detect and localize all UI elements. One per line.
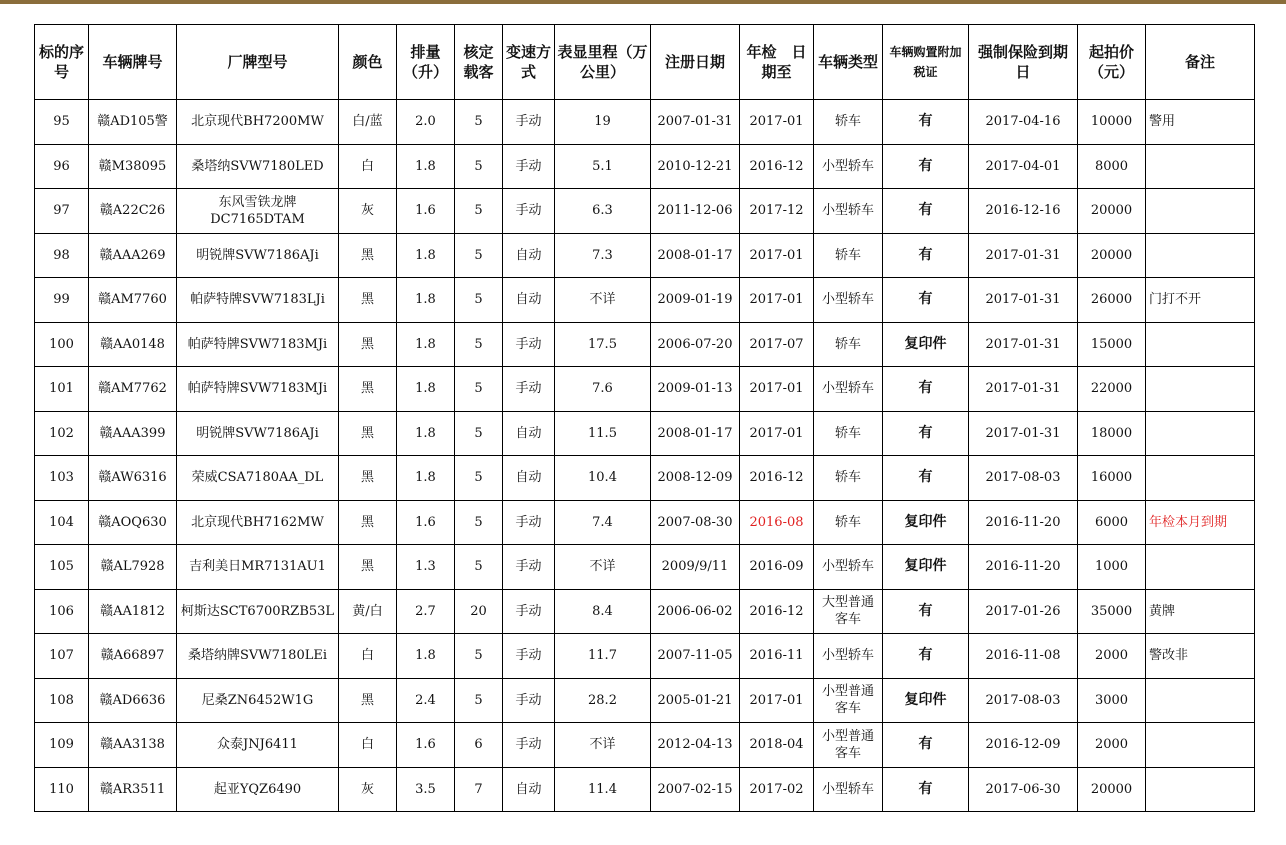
cell-vehicle-type: 轿车 (814, 456, 883, 501)
header-purchase-tax-certificate: 车辆购置附加税证 (883, 25, 969, 100)
cell-color: 黑 (339, 456, 397, 501)
cell-starting-price: 35000 (1078, 589, 1146, 634)
cell-color: 灰 (339, 189, 397, 234)
cell-tax-certificate: 有 (883, 367, 969, 412)
cell-displacement: 1.6 (397, 723, 455, 768)
cell-displacement: 1.8 (397, 144, 455, 189)
cell-inspection-due: 2017-01 (740, 233, 814, 278)
cell-displacement: 1.8 (397, 456, 455, 501)
cell-plate: 赣AA0148 (89, 322, 177, 367)
cell-displacement: 1.8 (397, 278, 455, 323)
cell-registration-date: 2009-01-13 (651, 367, 740, 412)
cell-model: 吉利美日MR7131AU1 (177, 545, 339, 590)
cell-registration-date: 2012-04-13 (651, 723, 740, 768)
cell-lot-number: 104 (35, 500, 89, 545)
cell-seats: 7 (455, 767, 503, 812)
cell-registration-date: 2011-12-06 (651, 189, 740, 234)
cell-lot-number: 95 (35, 100, 89, 145)
cell-insurance-expiry: 2017-04-16 (969, 100, 1078, 145)
cell-plate: 赣AOQ630 (89, 500, 177, 545)
cell-remarks (1146, 144, 1255, 189)
cell-mileage: 不详 (555, 723, 651, 768)
header-vehicle-type: 车辆类型 (814, 25, 883, 100)
cell-remarks (1146, 322, 1255, 367)
cell-transmission: 手动 (503, 545, 555, 590)
cell-vehicle-type: 大型普通客车 (814, 589, 883, 634)
header-transmission: 变速方式 (503, 25, 555, 100)
table-row (35, 500, 1255, 545)
cell-starting-price: 18000 (1078, 411, 1146, 456)
cell-mileage: 28.2 (555, 678, 651, 723)
cell-seats: 5 (455, 678, 503, 723)
cell-tax-certificate: 复印件 (883, 500, 969, 545)
cell-lot-number: 97 (35, 189, 89, 234)
cell-inspection-due: 2016-12 (740, 456, 814, 501)
cell-seats: 5 (455, 144, 503, 189)
cell-plate: 赣AL7928 (89, 545, 177, 590)
cell-insurance-expiry: 2017-01-26 (969, 589, 1078, 634)
cell-mileage: 17.5 (555, 322, 651, 367)
cell-displacement: 1.8 (397, 367, 455, 412)
cell-registration-date: 2009/9/11 (651, 545, 740, 590)
cell-plate: 赣AW6316 (89, 456, 177, 501)
cell-starting-price: 2000 (1078, 634, 1146, 679)
cell-model: 明锐牌SVW7186AJi (177, 233, 339, 278)
cell-starting-price: 6000 (1078, 500, 1146, 545)
cell-insurance-expiry: 2017-01-31 (969, 322, 1078, 367)
cell-color: 黑 (339, 233, 397, 278)
cell-mileage: 不详 (555, 545, 651, 590)
cell-inspection-due: 2017-02 (740, 767, 814, 812)
cell-color: 黄/白 (339, 589, 397, 634)
cell-starting-price: 8000 (1078, 144, 1146, 189)
cell-vehicle-type: 轿车 (814, 411, 883, 456)
cell-color: 黑 (339, 278, 397, 323)
cell-insurance-expiry: 2017-04-01 (969, 144, 1078, 189)
cell-seats: 5 (455, 189, 503, 234)
cell-lot-number: 101 (35, 367, 89, 412)
cell-vehicle-type: 轿车 (814, 233, 883, 278)
cell-plate: 赣AAA269 (89, 233, 177, 278)
cell-vehicle-type: 小型普通客车 (814, 723, 883, 768)
cell-starting-price: 26000 (1078, 278, 1146, 323)
cell-transmission: 手动 (503, 189, 555, 234)
cell-mileage: 5.1 (555, 144, 651, 189)
cell-starting-price: 16000 (1078, 456, 1146, 501)
cell-model: 柯斯达SCT6700RZB53L (177, 589, 339, 634)
cell-vehicle-type: 小型轿车 (814, 144, 883, 189)
cell-color: 白 (339, 144, 397, 189)
cell-remarks: 门打不开 (1146, 278, 1255, 323)
cell-color: 黑 (339, 545, 397, 590)
cell-starting-price: 1000 (1078, 545, 1146, 590)
cell-remarks (1146, 367, 1255, 412)
cell-lot-number: 107 (35, 634, 89, 679)
cell-mileage: 7.6 (555, 367, 651, 412)
cell-plate: 赣AD6636 (89, 678, 177, 723)
cell-color: 白/蓝 (339, 100, 397, 145)
cell-lot-number: 96 (35, 144, 89, 189)
cell-transmission: 手动 (503, 367, 555, 412)
cell-tax-certificate: 有 (883, 723, 969, 768)
table-row (35, 634, 1255, 679)
cell-displacement: 1.6 (397, 189, 455, 234)
cell-insurance-expiry: 2017-01-31 (969, 278, 1078, 323)
cell-color: 黑 (339, 411, 397, 456)
cell-seats: 5 (455, 233, 503, 278)
cell-inspection-due: 2017-01 (740, 278, 814, 323)
cell-model: 明锐牌SVW7186AJi (177, 411, 339, 456)
cell-vehicle-type: 小型轿车 (814, 545, 883, 590)
cell-mileage: 10.4 (555, 456, 651, 501)
cell-remarks: 黄牌 (1146, 589, 1255, 634)
cell-plate: 赣AM7760 (89, 278, 177, 323)
cell-displacement: 1.8 (397, 233, 455, 278)
cell-tax-certificate: 有 (883, 278, 969, 323)
cell-model: 起亚YQZ6490 (177, 767, 339, 812)
cell-transmission: 手动 (503, 500, 555, 545)
cell-tax-certificate: 有 (883, 589, 969, 634)
cell-insurance-expiry: 2017-01-31 (969, 411, 1078, 456)
cell-model: 帕萨特牌SVW7183MJi (177, 367, 339, 412)
cell-starting-price: 20000 (1078, 767, 1146, 812)
cell-seats: 5 (455, 278, 503, 323)
table-row (35, 589, 1255, 634)
table-body (35, 100, 1255, 812)
cell-color: 黑 (339, 678, 397, 723)
cell-color: 黑 (339, 500, 397, 545)
cell-seats: 20 (455, 589, 503, 634)
header-row (35, 25, 1255, 100)
cell-vehicle-type: 小型轿车 (814, 278, 883, 323)
cell-plate: 赣AD105警 (89, 100, 177, 145)
cell-starting-price: 20000 (1078, 189, 1146, 234)
cell-inspection-due: 2017-07 (740, 322, 814, 367)
cell-starting-price: 3000 (1078, 678, 1146, 723)
cell-tax-certificate: 复印件 (883, 545, 969, 590)
cell-insurance-expiry: 2016-11-08 (969, 634, 1078, 679)
cell-vehicle-type: 小型轿车 (814, 634, 883, 679)
cell-remarks (1146, 233, 1255, 278)
cell-remarks: 警用 (1146, 100, 1255, 145)
table-row (35, 545, 1255, 590)
cell-transmission: 自动 (503, 411, 555, 456)
cell-remarks (1146, 545, 1255, 590)
cell-mileage: 11.5 (555, 411, 651, 456)
cell-seats: 5 (455, 634, 503, 679)
table-row (35, 100, 1255, 145)
table-row (35, 367, 1255, 412)
cell-displacement: 2.4 (397, 678, 455, 723)
cell-registration-date: 2007-02-15 (651, 767, 740, 812)
header-plate: 车辆牌号 (89, 25, 177, 100)
cell-inspection-due: 2016-08 (740, 500, 814, 545)
cell-seats: 5 (455, 500, 503, 545)
cell-model: 桑塔纳牌SVW7180LEi (177, 634, 339, 679)
cell-displacement: 1.8 (397, 322, 455, 367)
cell-plate: 赣A22C26 (89, 189, 177, 234)
header-mileage: 表显里程（万公里） (555, 25, 651, 100)
cell-seats: 6 (455, 723, 503, 768)
header-model: 厂牌型号 (177, 25, 339, 100)
table-row (35, 678, 1255, 723)
cell-vehicle-type: 轿车 (814, 322, 883, 367)
cell-tax-certificate: 复印件 (883, 678, 969, 723)
cell-seats: 5 (455, 100, 503, 145)
table-row (35, 411, 1255, 456)
cell-color: 白 (339, 634, 397, 679)
cell-plate: 赣A66897 (89, 634, 177, 679)
cell-registration-date: 2008-12-09 (651, 456, 740, 501)
cell-vehicle-type: 小型普通客车 (814, 678, 883, 723)
header-remarks: 备注 (1146, 25, 1255, 100)
header-inspection-due: 年检 日期至 (740, 25, 814, 100)
cell-remarks (1146, 189, 1255, 234)
cell-lot-number: 102 (35, 411, 89, 456)
cell-lot-number: 106 (35, 589, 89, 634)
cell-lot-number: 103 (35, 456, 89, 501)
cell-transmission: 手动 (503, 100, 555, 145)
cell-transmission: 手动 (503, 589, 555, 634)
cell-insurance-expiry: 2016-12-16 (969, 189, 1078, 234)
cell-inspection-due: 2016-09 (740, 545, 814, 590)
cell-remarks (1146, 678, 1255, 723)
cell-plate: 赣M38095 (89, 144, 177, 189)
cell-registration-date: 2008-01-17 (651, 411, 740, 456)
cell-transmission: 手动 (503, 322, 555, 367)
cell-color: 黑 (339, 322, 397, 367)
header-lot-number: 标的序号 (35, 25, 89, 100)
cell-displacement: 1.3 (397, 545, 455, 590)
cell-lot-number: 105 (35, 545, 89, 590)
cell-plate: 赣AAA399 (89, 411, 177, 456)
cell-starting-price: 15000 (1078, 322, 1146, 367)
cell-tax-certificate: 有 (883, 456, 969, 501)
cell-inspection-due: 2017-01 (740, 100, 814, 145)
cell-mileage: 19 (555, 100, 651, 145)
cell-plate: 赣AA3138 (89, 723, 177, 768)
cell-displacement: 2.7 (397, 589, 455, 634)
cell-model: 桑塔纳SVW7180LED (177, 144, 339, 189)
header-seats: 核定载客 (455, 25, 503, 100)
header-displacement: 排量（升） (397, 25, 455, 100)
cell-lot-number: 109 (35, 723, 89, 768)
header-insurance-expiry: 强制保险到期日 (969, 25, 1078, 100)
cell-registration-date: 2007-01-31 (651, 100, 740, 145)
table-row (35, 767, 1255, 812)
cell-insurance-expiry: 2016-11-20 (969, 500, 1078, 545)
cell-tax-certificate: 有 (883, 411, 969, 456)
header-starting-price: 起拍价（元） (1078, 25, 1146, 100)
cell-inspection-due: 2017-01 (740, 367, 814, 412)
header-color: 颜色 (339, 25, 397, 100)
cell-insurance-expiry: 2016-11-20 (969, 545, 1078, 590)
cell-inspection-due: 2018-04 (740, 723, 814, 768)
cell-inspection-due: 2017-01 (740, 678, 814, 723)
cell-tax-certificate: 有 (883, 100, 969, 145)
cell-mileage: 6.3 (555, 189, 651, 234)
cell-registration-date: 2006-06-02 (651, 589, 740, 634)
cell-tax-certificate: 有 (883, 634, 969, 679)
table-row (35, 278, 1255, 323)
cell-seats: 5 (455, 322, 503, 367)
cell-inspection-due: 2016-12 (740, 589, 814, 634)
cell-remarks: 警改非 (1146, 634, 1255, 679)
table-row (35, 189, 1255, 234)
cell-registration-date: 2007-11-05 (651, 634, 740, 679)
cell-color: 黑 (339, 367, 397, 412)
cell-mileage: 11.7 (555, 634, 651, 679)
cell-seats: 5 (455, 456, 503, 501)
cell-color: 白 (339, 723, 397, 768)
cell-transmission: 手动 (503, 634, 555, 679)
cell-mileage: 不详 (555, 278, 651, 323)
cell-remarks (1146, 723, 1255, 768)
cell-remarks (1146, 767, 1255, 812)
cell-lot-number: 110 (35, 767, 89, 812)
table-row (35, 723, 1255, 768)
cell-vehicle-type: 小型轿车 (814, 367, 883, 412)
cell-transmission: 自动 (503, 233, 555, 278)
cell-model: 帕萨特牌SVW7183MJi (177, 322, 339, 367)
cell-registration-date: 2005-01-21 (651, 678, 740, 723)
cell-inspection-due: 2016-11 (740, 634, 814, 679)
cell-insurance-expiry: 2017-08-03 (969, 678, 1078, 723)
header-registration-date: 注册日期 (651, 25, 740, 100)
cell-inspection-due: 2017-01 (740, 411, 814, 456)
cell-remarks (1146, 456, 1255, 501)
cell-tax-certificate: 复印件 (883, 322, 969, 367)
cell-remarks: 年检本月到期 (1146, 500, 1255, 545)
top-border-bar (0, 0, 1286, 4)
cell-registration-date: 2008-01-17 (651, 233, 740, 278)
cell-mileage: 8.4 (555, 589, 651, 634)
cell-mileage: 7.4 (555, 500, 651, 545)
cell-displacement: 1.6 (397, 500, 455, 545)
cell-insurance-expiry: 2017-01-31 (969, 233, 1078, 278)
cell-displacement: 3.5 (397, 767, 455, 812)
table-row (35, 456, 1255, 501)
cell-model: 北京现代BH7200MW (177, 100, 339, 145)
cell-color: 灰 (339, 767, 397, 812)
cell-mileage: 11.4 (555, 767, 651, 812)
cell-inspection-due: 2017-12 (740, 189, 814, 234)
cell-vehicle-type: 轿车 (814, 100, 883, 145)
cell-seats: 5 (455, 545, 503, 590)
cell-lot-number: 99 (35, 278, 89, 323)
cell-plate: 赣AA1812 (89, 589, 177, 634)
cell-starting-price: 2000 (1078, 723, 1146, 768)
cell-transmission: 手动 (503, 723, 555, 768)
cell-tax-certificate: 有 (883, 189, 969, 234)
cell-insurance-expiry: 2016-12-09 (969, 723, 1078, 768)
cell-starting-price: 22000 (1078, 367, 1146, 412)
table-row (35, 144, 1255, 189)
cell-model: 众泰JNJ6411 (177, 723, 339, 768)
table-row (35, 322, 1255, 367)
cell-inspection-due: 2016-12 (740, 144, 814, 189)
vehicle-auction-table (34, 24, 1255, 812)
cell-displacement: 1.8 (397, 411, 455, 456)
cell-registration-date: 2006-07-20 (651, 322, 740, 367)
cell-remarks (1146, 411, 1255, 456)
cell-transmission: 手动 (503, 144, 555, 189)
cell-seats: 5 (455, 367, 503, 412)
cell-tax-certificate: 有 (883, 144, 969, 189)
cell-transmission: 手动 (503, 678, 555, 723)
cell-insurance-expiry: 2017-08-03 (969, 456, 1078, 501)
cell-model: 北京现代BH7162MW (177, 500, 339, 545)
cell-displacement: 1.8 (397, 634, 455, 679)
cell-model: 东风雪铁龙牌DC7165DTAM (177, 189, 339, 234)
table-row (35, 233, 1255, 278)
cell-insurance-expiry: 2017-06-30 (969, 767, 1078, 812)
cell-lot-number: 98 (35, 233, 89, 278)
cell-lot-number: 108 (35, 678, 89, 723)
cell-model: 荣威CSA7180AA_DL (177, 456, 339, 501)
cell-registration-date: 2010-12-21 (651, 144, 740, 189)
cell-tax-certificate: 有 (883, 233, 969, 278)
cell-transmission: 自动 (503, 456, 555, 501)
cell-vehicle-type: 小型轿车 (814, 767, 883, 812)
cell-insurance-expiry: 2017-01-31 (969, 367, 1078, 412)
cell-starting-price: 10000 (1078, 100, 1146, 145)
cell-transmission: 自动 (503, 278, 555, 323)
cell-registration-date: 2007-08-30 (651, 500, 740, 545)
cell-seats: 5 (455, 411, 503, 456)
cell-tax-certificate: 有 (883, 767, 969, 812)
cell-model: 尼桑ZN6452W1G (177, 678, 339, 723)
cell-vehicle-type: 小型轿车 (814, 189, 883, 234)
cell-displacement: 2.0 (397, 100, 455, 145)
cell-plate: 赣AM7762 (89, 367, 177, 412)
cell-vehicle-type: 轿车 (814, 500, 883, 545)
cell-model: 帕萨特牌SVW7183LJi (177, 278, 339, 323)
cell-starting-price: 20000 (1078, 233, 1146, 278)
cell-lot-number: 100 (35, 322, 89, 367)
cell-transmission: 自动 (503, 767, 555, 812)
cell-mileage: 7.3 (555, 233, 651, 278)
cell-registration-date: 2009-01-19 (651, 278, 740, 323)
cell-plate: 赣AR3511 (89, 767, 177, 812)
